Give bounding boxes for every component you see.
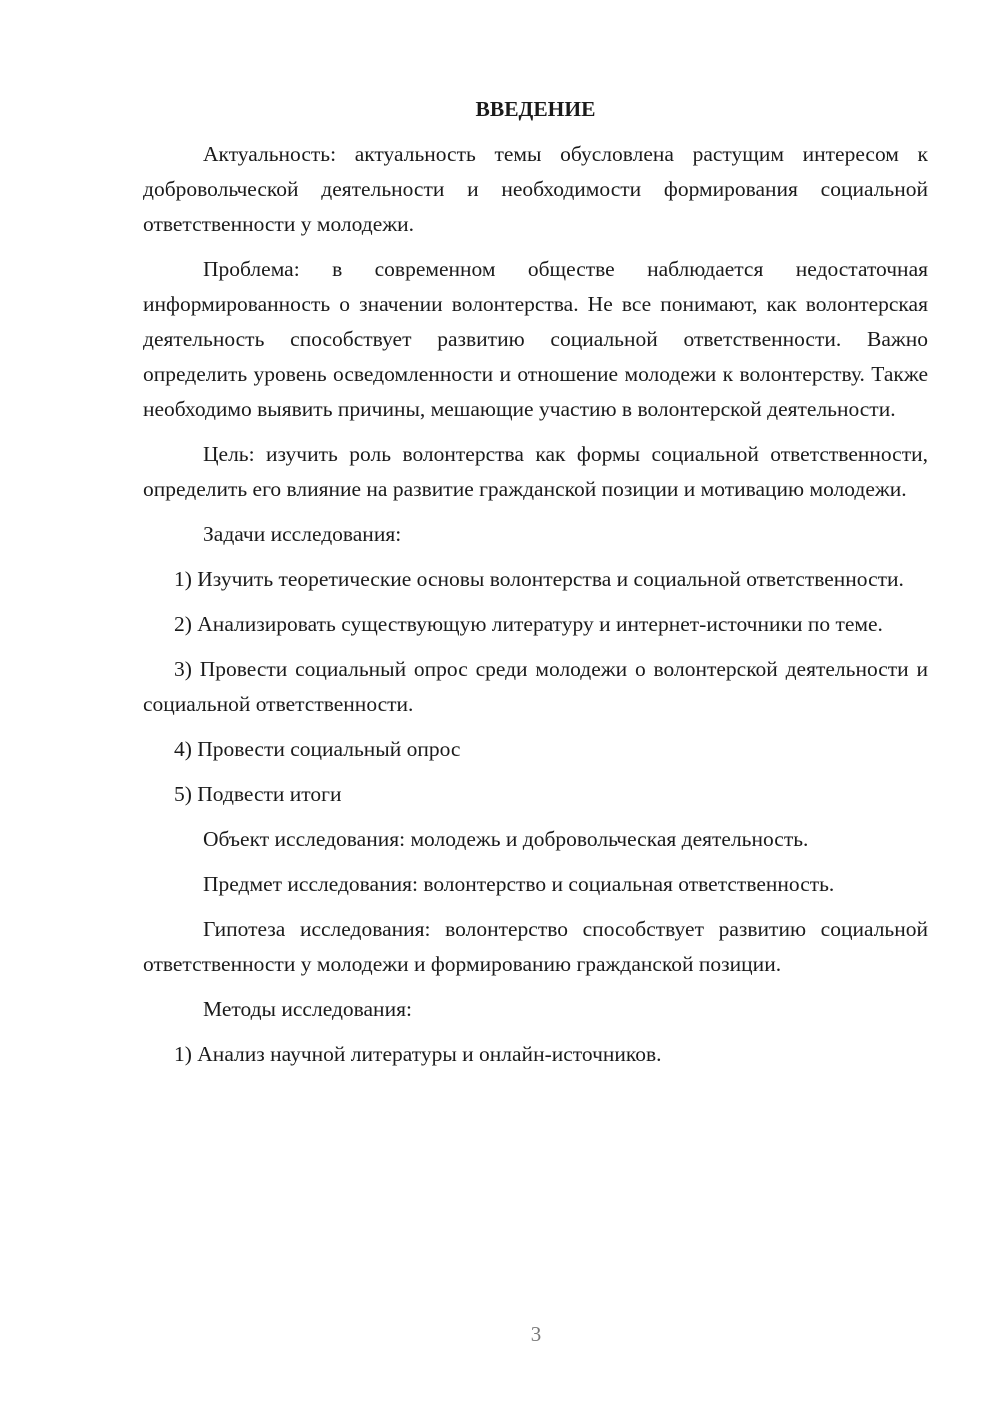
task-item-1: 1) Изучить теоретические основы волонтерства и социальной ответственности.: [174, 567, 904, 591]
task-item-4: 4) Провести социальный опрос: [174, 737, 461, 761]
section-title: ВВЕДЕНИЕ: [475, 97, 596, 121]
methods-heading: Методы исследования:: [203, 997, 412, 1021]
page-number: 3: [530, 1322, 542, 1346]
task-item-5: 5) Подвести итоги: [174, 782, 342, 806]
paragraph-problem: Проблема: в современном обществе наблюдается недостаточная информированность о значении волонтерства. Не все понимают, как волонтерская деятельность способствует развитию социальной ответственности. Важно определить уровень осведомленности и отношение молодежи к волонтерству. Также необходимо выявить причины, мешающие участию в волонтерской деятельности.: [143, 257, 928, 421]
task-item-2: 2) Анализировать существующую литературу и интернет-источники по теме.: [174, 612, 883, 636]
paragraph-object: Объект исследования: молодежь и добровольческая деятельность.: [203, 827, 809, 851]
paragraph-hypothesis: Гипотеза исследования: волонтерство способствует развитию социальной ответственности у молодежи и формированию гражданской позиции.: [143, 917, 928, 976]
paragraph-goal: Цель: изучить роль волонтерства как формы социальной ответственности, определить его влияние на развитие гражданской позиции и мотивацию молодежи.: [143, 442, 928, 501]
document-page: [143, 92, 928, 1082]
tasks-heading: Задачи исследования:: [203, 522, 402, 546]
task-item-3: 3) Провести социальный опрос среди молодежи о волонтерской деятельности и социальной ответственности.: [143, 657, 928, 716]
paragraph-subject: Предмет исследования: волонтерство и социальная ответственность.: [203, 872, 835, 896]
paragraph-relevance: Актуальность: актуальность темы обусловлена растущим интересом к добровольческой деятельности и необходимости формирования социальной ответственности у молодежи.: [143, 142, 928, 236]
method-item-1: 1) Анализ научной литературы и онлайн-источников.: [174, 1042, 662, 1066]
